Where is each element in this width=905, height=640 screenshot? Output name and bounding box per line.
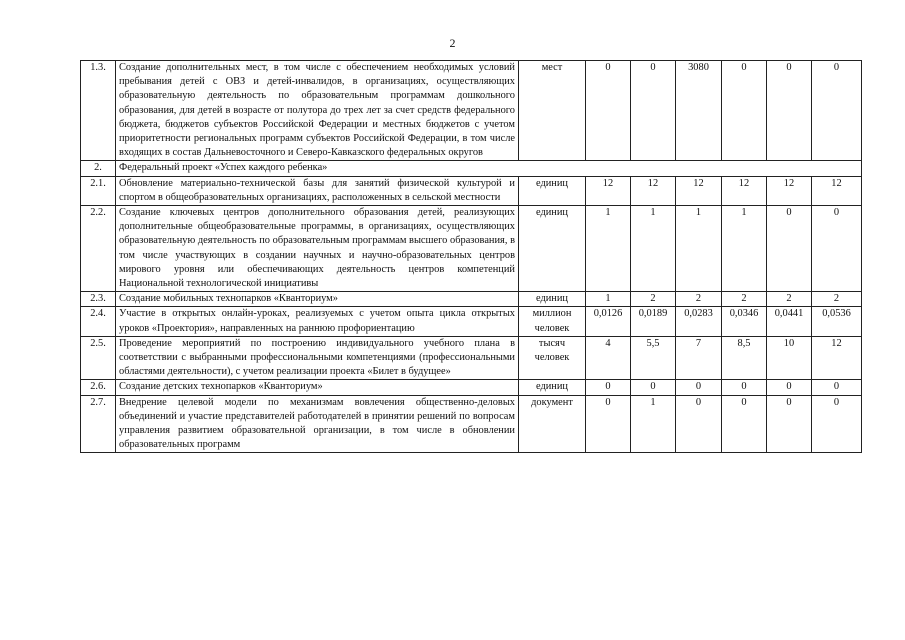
table-row <box>81 61 862 161</box>
value-text: 2 <box>833 293 840 305</box>
value-cell <box>812 395 862 453</box>
value-text: 0 <box>833 396 840 408</box>
value-cell <box>631 336 676 380</box>
value-cell <box>767 336 812 380</box>
value-text: 2 <box>786 293 792 305</box>
description-cell: Участие в открытых онлайн-уроках, реализуемых с учетом опыта цикла открытых уроков «Проектория», направленных на раннюю профориентацию <box>116 307 519 336</box>
value-cell <box>767 206 812 292</box>
value-cell <box>586 336 631 380</box>
value-text: 0 <box>786 207 792 219</box>
value-text: 12 <box>738 177 750 189</box>
value-cell <box>722 336 767 380</box>
description-cell: Создание дополнительных мест, в том числе с обеспечением необходимых условий пребывания детей с ОВЗ и детей-инвалидов, в организациях, осуществляющих образовательную деятельность по образовательным программам дошкольного образования, для детей в возрасте от полутора до трех лет за счет средств федерального бюджета, бюджетов субъектов Российской Федерации и местных бюджетов с учетом приоритетности региональных программ субъектов Российской Федерации, в том числе входящих в состав Дальневосточного и Северо-Кавказского федеральных округов <box>116 61 519 161</box>
value-cell <box>631 307 676 336</box>
value-cell <box>812 61 862 161</box>
value-cell <box>586 176 631 205</box>
value-cell <box>722 395 767 453</box>
value-cell <box>812 206 862 292</box>
unit-cell: миллион человек <box>519 307 586 336</box>
unit-cell: тысяч человек <box>519 336 586 380</box>
value-cell <box>631 380 676 395</box>
value-text: 0,0346 <box>729 308 759 320</box>
value-cell <box>812 176 862 205</box>
value-cell <box>722 61 767 161</box>
value-cell <box>676 395 722 453</box>
table-row <box>81 292 862 307</box>
value-cell <box>586 395 631 453</box>
row-number-cell: 2.2. <box>81 206 116 292</box>
value-text: 0 <box>833 62 840 73</box>
value-cell <box>767 395 812 453</box>
value-text: 0 <box>833 207 840 219</box>
table-row <box>81 336 862 380</box>
value-text: 2 <box>695 293 702 305</box>
value-text: 0 <box>741 62 747 73</box>
value-text: 2 <box>741 293 747 305</box>
row-number-cell: 2.1. <box>81 176 116 205</box>
value-cell <box>722 380 767 395</box>
value-text: 0,0283 <box>684 308 713 320</box>
value-text: 0 <box>695 381 702 393</box>
row-number-cell: 2.6. <box>81 380 116 395</box>
value-text: 7 <box>695 337 702 349</box>
value-cell <box>767 292 812 307</box>
value-cell <box>676 292 722 307</box>
value-cell <box>676 307 722 336</box>
value-text: 0,0126 <box>593 308 623 320</box>
description-cell: Создание мобильных технопарков «Кванториум» <box>116 292 519 307</box>
value-text: 1 <box>741 207 747 219</box>
table-row <box>81 206 862 292</box>
value-text: 1 <box>695 207 702 219</box>
page-number: 2 <box>449 36 456 50</box>
value-text: 1 <box>605 207 611 219</box>
value-cell <box>767 61 812 161</box>
value-text: 0,0441 <box>774 308 804 320</box>
value-text: 1 <box>650 207 656 219</box>
value-cell <box>676 380 722 395</box>
value-text: 12 <box>647 177 659 189</box>
value-cell <box>767 307 812 336</box>
value-cell <box>676 336 722 380</box>
table-row <box>81 176 862 205</box>
value-text: 1 <box>605 293 611 305</box>
value-cell <box>767 380 812 395</box>
value-cell <box>586 307 631 336</box>
value-cell <box>586 61 631 161</box>
value-cell <box>812 307 862 336</box>
value-cell <box>631 395 676 453</box>
unit-cell: документ <box>519 395 586 453</box>
unit-cell: мест <box>519 61 586 161</box>
value-text: 2 <box>650 293 656 305</box>
value-cell <box>812 336 862 380</box>
value-text: 12 <box>831 337 842 349</box>
indicators-table <box>80 60 862 453</box>
value-text: 0 <box>695 396 702 408</box>
table-row <box>81 161 862 176</box>
value-text: 0 <box>786 62 792 73</box>
description-cell: Проведение мероприятий по построению индивидуального учебного плана в соответствии с выбранными профессиональными компетенциями (профессиональными областями деятельности), с учетом реализации проекта «Билет в будущее» <box>116 336 519 380</box>
value-cell <box>767 176 812 205</box>
value-text: 0,0536 <box>822 308 851 320</box>
value-cell <box>586 206 631 292</box>
unit-cell: единиц <box>519 380 586 395</box>
value-text: 0,0189 <box>638 308 668 320</box>
value-text: 0 <box>605 396 611 408</box>
row-number-cell: 2.7. <box>81 395 116 453</box>
value-cell <box>631 61 676 161</box>
value-cell <box>812 292 862 307</box>
value-cell <box>676 176 722 205</box>
row-number-cell: 2.4. <box>81 307 116 336</box>
value-cell <box>722 176 767 205</box>
row-number-cell: 2. <box>81 161 116 176</box>
value-text: 0 <box>786 381 792 393</box>
value-text: 3080 <box>688 62 709 73</box>
value-text: 12 <box>693 177 704 189</box>
value-cell <box>676 206 722 292</box>
value-text: 4 <box>605 337 611 349</box>
value-text: 1 <box>650 396 656 408</box>
value-text: 0 <box>650 381 656 393</box>
value-text: 8,5 <box>737 337 751 349</box>
description-cell: Создание ключевых центров дополнительного образования детей, реализующих дополнительные общеобразовательные программы, в организациях, осуществляющих образовательную деятельность по образовательным программам высшего образования, в том числе участвующих в создании научных и научно-образовательных центров мирового уровня или обеспечивающих деятельность центров компетенций Национальной технологической инициативы <box>116 206 519 292</box>
unit-cell: единиц <box>519 176 586 205</box>
value-text: 0 <box>741 396 747 408</box>
description-cell: Внедрение целевой модели по механизмам вовлечения общественно-деловых объединений и участие представителей работодателей в принятии решений по вопросам управления развитием образовательной организации, в том числе в обновлении образовательных программ <box>116 395 519 453</box>
value-cell <box>631 176 676 205</box>
value-cell <box>631 292 676 307</box>
table-row <box>81 380 862 395</box>
row-number-cell: 2.3. <box>81 292 116 307</box>
value-text: 0 <box>605 62 611 73</box>
value-cell <box>586 380 631 395</box>
value-text: 12 <box>831 177 842 189</box>
table-row <box>81 395 862 453</box>
row-number-cell: 2.5. <box>81 336 116 380</box>
value-cell <box>812 380 862 395</box>
value-cell <box>676 61 722 161</box>
value-cell <box>722 206 767 292</box>
value-text: 0 <box>605 381 611 393</box>
value-cell <box>722 307 767 336</box>
value-text: 12 <box>602 177 614 189</box>
value-text: 0 <box>650 62 656 73</box>
value-text: 0 <box>833 381 840 393</box>
section-heading-cell: Федеральный проект «Успех каждого ребенка» <box>116 161 862 176</box>
value-text: 0 <box>786 396 792 408</box>
value-cell <box>722 292 767 307</box>
row-number-cell: 1.3. <box>81 61 116 161</box>
value-text: 0 <box>741 381 747 393</box>
unit-cell: единиц <box>519 206 586 292</box>
table-row <box>81 307 862 336</box>
value-cell <box>631 206 676 292</box>
value-text: 12 <box>783 177 795 189</box>
value-cell <box>586 292 631 307</box>
value-text: 10 <box>783 337 795 349</box>
unit-cell: единиц <box>519 292 586 307</box>
description-cell: Создание детских технопарков «Кванториум» <box>116 380 519 395</box>
value-text: 5,5 <box>646 337 660 349</box>
description-cell: Обновление материально-технической базы для занятий физической культурой и спортом в общеобразовательных организациях, расположенных в сельской местности <box>116 176 519 205</box>
